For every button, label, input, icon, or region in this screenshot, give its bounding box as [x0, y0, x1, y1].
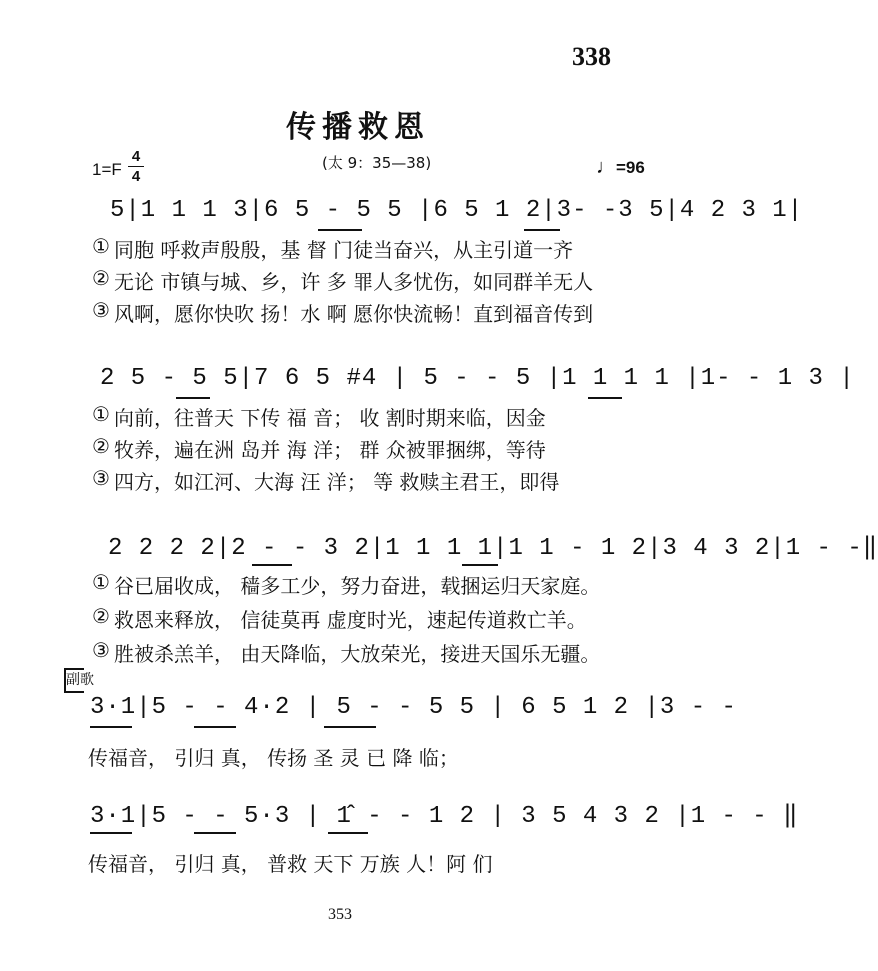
- verse-1-lyrics-line-3: 谷已届收成， 穑多工少，努力奋进，载捆运归天家庭。: [114, 574, 601, 598]
- notation-line-2: 2 5 - 5 5|7 6 5 #4 | 5 - - 5 |1 1 1 1 |1- - 1 3 |: [100, 365, 855, 392]
- time-signature-top: 4: [131, 148, 141, 165]
- notation-line-3: 2 2 2 2|2 - - 3 2|1 1 1 1|1 1 - 1 2|3 4 3 2|1 - -‖: [108, 535, 878, 562]
- key-signature: 1=F: [92, 160, 122, 179]
- verse-3-lyrics-line-1: 风啊，愿你快吹 扬！水 啊 愿你快流畅！直到福音传到: [114, 302, 594, 326]
- verse-3-number: ③: [92, 466, 110, 490]
- verse-1-lyrics-line-1: 同胞 呼救声殷殷，基 督 门徒当奋兴，从主引道一齐: [114, 238, 574, 262]
- page-number: 353: [328, 906, 352, 923]
- time-signature-bottom: 4: [131, 168, 141, 185]
- verse-3-lyrics-line-3: 胜被杀羔羊， 由天降临，大放荣光，接进天国乐无疆。: [114, 642, 601, 666]
- beam-line: [524, 229, 560, 231]
- tempo-marking: [596, 156, 645, 179]
- verse-2-number: ②: [92, 266, 110, 290]
- tempo-value: =96: [616, 158, 645, 177]
- beam-line: [90, 832, 132, 834]
- verse-1-lyrics-line-2: 向前，往普天 下传 福 音； 收 割时期来临，因金: [114, 406, 546, 430]
- verse-1-number: ①: [92, 570, 110, 594]
- beam-line: [194, 726, 236, 728]
- beam-line: [90, 726, 132, 728]
- hymn-title: 传播救恩: [286, 110, 430, 145]
- beam-line: [176, 397, 210, 399]
- refrain-notation-line-2: 3·1|5 - - 5·3 | 1̂ - - 1 2 | 3 5 4 3 2 |1 - - ‖: [90, 803, 799, 830]
- verse-2-lyrics-line-1: 无论 市镇与城、乡，许 多 罪人多忧伤，如同群羊无人: [114, 270, 594, 294]
- scripture-reference: (太 9：35—38): [322, 154, 432, 172]
- notation-line-1: 5|1 1 1 3|6 5 - 5 5 |6 5 1 2|3- -3 5|4 2 3 1|: [110, 197, 804, 224]
- beam-line: [462, 564, 498, 566]
- verse-3-number: ③: [92, 298, 110, 322]
- verse-3-number: ③: [92, 638, 110, 662]
- refrain-notation-line-1: 3·1|5 - - 4·2 | 5 - - 5 5 | 6 5 1 2 |3 - -: [90, 694, 737, 721]
- beam-line: [588, 397, 622, 399]
- beam-line: [324, 726, 376, 728]
- refrain-lyrics-line-1: 传福音， 引归 真， 传扬 圣 灵 已 降 临；: [88, 746, 459, 770]
- verse-2-number: ②: [92, 604, 110, 628]
- verse-3-lyrics-line-2: 四方，如江河、大海 汪 洋； 等 救赎主君王，即得: [114, 470, 560, 494]
- hymn-number: 338: [572, 42, 611, 71]
- time-signature: [128, 148, 144, 185]
- verse-2-number: ②: [92, 434, 110, 458]
- beam-line: [318, 229, 362, 231]
- refrain-label: 副歌: [64, 668, 84, 693]
- quarter-note-icon: ♩: [596, 156, 616, 178]
- verse-2-lyrics-line-3: 救恩来释放， 信徒莫再 虚度时光，速起传道救亡羊。: [114, 608, 587, 632]
- time-signature-bar: [128, 166, 144, 167]
- beam-line: [328, 832, 368, 834]
- refrain-lyrics-line-2: 传福音， 引归 真， 普救 天下 万族 人！阿 们: [88, 852, 493, 876]
- verse-1-number: ①: [92, 234, 110, 258]
- verse-2-lyrics-line-2: 牧养，遍在洲 岛并 海 洋； 群 众被罪捆绑，等待: [114, 438, 546, 462]
- beam-line: [194, 832, 236, 834]
- beam-line: [252, 564, 292, 566]
- verse-1-number: ①: [92, 402, 110, 426]
